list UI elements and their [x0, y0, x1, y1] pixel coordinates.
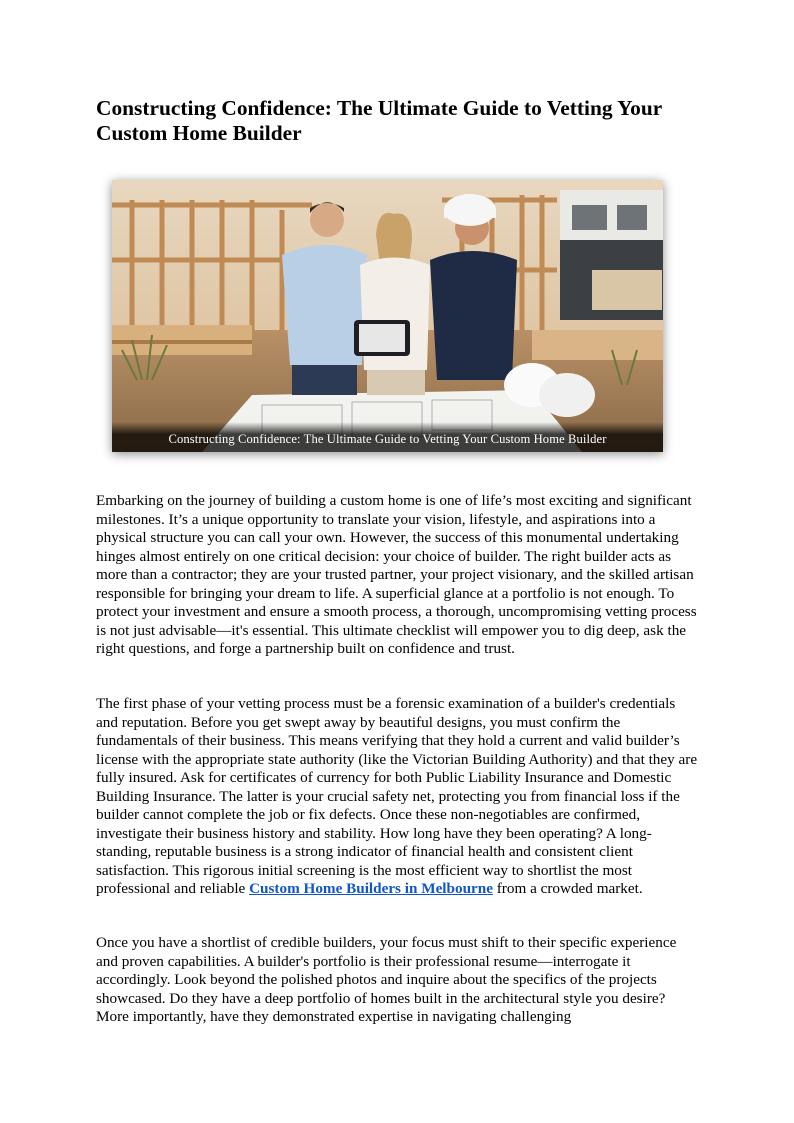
- article-title: Constructing Confidence: The Ultimate Guide to Vetting Your Custom Home Builder: [96, 96, 662, 145]
- construction-site-photo: [112, 180, 663, 452]
- credentials-text: The first phase of your vetting process must be a forensic examination of a builder's credentials and reputation. Before you get swept away by beautiful designs, you must confirm the fundamentals of their business. This means verifying that they hold a current and valid builder’s license with the appropriate state authority (like the Victorian Building Authority) and that they are fully insured. Ask for certificates of currency for both Public Liability Insurance and Domestic Building Insurance. The latter is your crucial safety net, protecting you from financial loss if the builder cannot complete the job or fix defects. Once these non-negotiables are confirmed, investigate their business history and stability. How long have they been operating? A long-standing, reputable business is a strong indicator of financial health and consistent client satisfaction. This rigorous initial screening is the most efficient way to shortlist the most professional and reliable: [96, 695, 698, 897]
- credentials-paragraph: [96, 695, 700, 899]
- custom-home-builders-link[interactable]: Custom Home Builders in Melbourne: [249, 880, 493, 897]
- intro-paragraph: Embarking on the journey of building a custom home is one of life’s most exciting and significant milestones. It’s a unique opportunity to translate your vision, lifestyle, and aspirations into a physical structure you can call your own. However, the success of this monumental undertaking hinges almost entirely on one critical decision: your choice of builder. The right builder acts as more than a contractor; they are your trusted partner, your project visionary, and the skilled artisan responsible for bringing your dream to life. A superficial glance at a portfolio is not enough. To protect your investment and ensure a smooth process, a thorough, uncompromising vetting process is not just advisable—it's essential. This ultimate checklist will empower you to dig deep, ask the right questions, and forge a partnership built on confidence and trust.: [96, 492, 697, 657]
- experience-paragraph: Once you have a shortlist of credible builders, your focus must shift to their specific experience and proven capabilities. A builder's portfolio is their professional resume—interrogate it accordingly. Look beyond the polished photos and inquire about the specifics of the projects showcased. Do they have a deep portfolio of homes built in the architectural style you desire? More importantly, have they demonstrated expertise in navigating challenging: [96, 934, 677, 1025]
- hero-image: [112, 180, 663, 452]
- credentials-text-end: from a crowded market.: [492, 880, 643, 897]
- image-caption: Constructing Confidence: The Ultimate Guide to Vetting Your Custom Home Builder: [112, 422, 663, 452]
